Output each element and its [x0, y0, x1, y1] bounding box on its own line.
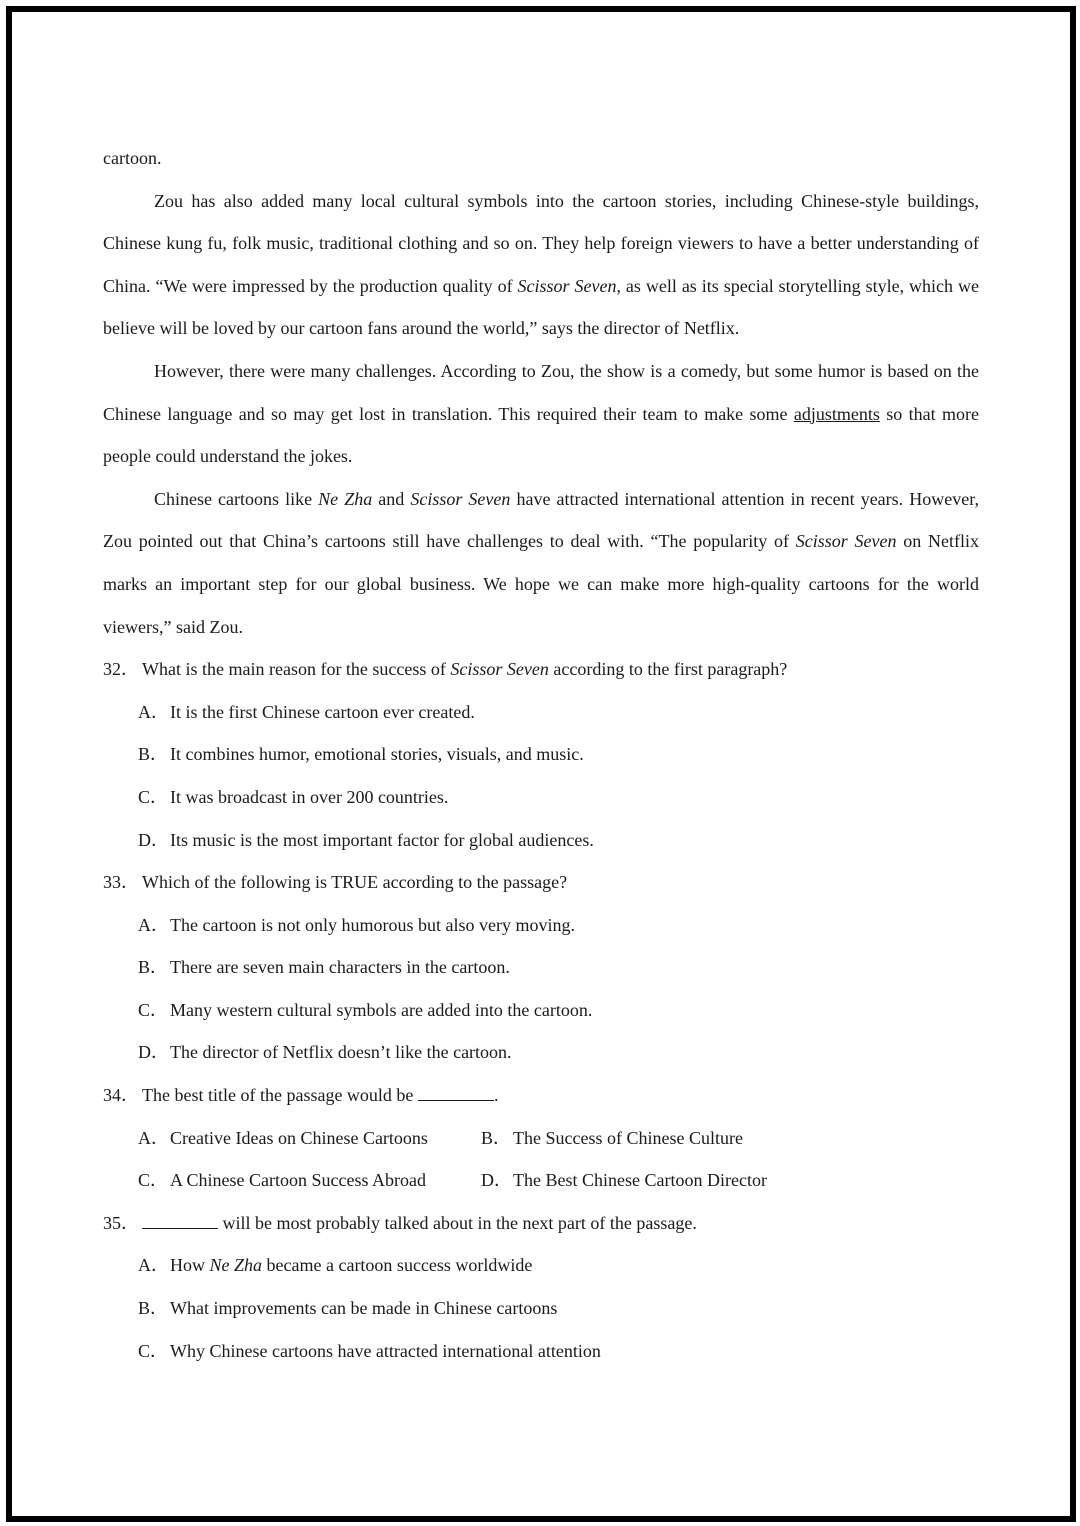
title-scissor-seven: Scissor Seven [410, 488, 511, 509]
answer-blank[interactable] [142, 1227, 218, 1229]
option-32a[interactable]: A．It is the first Chinese cartoon ever created. [138, 701, 475, 722]
option-34c[interactable]: C． A Chinese Cartoon Success Abroad [138, 1170, 426, 1191]
question-35: 35． will be most probably talked about in the next part of the passage. [103, 1202, 979, 1245]
option-34b[interactable]: B． The Success of Chinese Culture [481, 1127, 743, 1148]
options-row-34-cd [103, 1159, 979, 1202]
title-scissor-seven: Scissor Seven [450, 659, 549, 680]
question-number: 35． [103, 1212, 139, 1233]
question-34: 34． The best title of the passage would be . [103, 1074, 979, 1117]
option-35a[interactable]: A．How Ne Zha became a cartoon success worldwide [138, 1255, 533, 1276]
title-scissor-seven: Scissor Seven [517, 275, 617, 296]
title-scissor-seven: Scissor Seven [795, 531, 897, 552]
option-33b[interactable]: B． There are seven main characters in the cartoon. [138, 957, 510, 978]
document-body [103, 137, 979, 1372]
option-35c[interactable]: C． Why Chinese cartoons have attracted international attention [138, 1340, 601, 1361]
question-number: 34． [103, 1085, 139, 1106]
paragraph-fragment: cartoon. [103, 148, 162, 168]
question-number: 32． [103, 659, 139, 680]
option-34d[interactable]: D．The Best Chinese Cartoon Director [481, 1170, 767, 1191]
underlined-word: adjustments [793, 403, 880, 424]
option-33a[interactable]: A．The cartoon is not only humorous but also very moving. [138, 914, 575, 935]
paragraph-challenges: However, there were many challenges. According to Zou, the show is a comedy, but some humor is based on the Chinese language and so may get lost in translation. This required their team to make some adjustments so that more people could understand the jokes. [103, 360, 979, 467]
question-32: 32． What is the main reason for the success of Scissor Seven according to the first paragraph? [103, 648, 979, 691]
paragraph-cultural-symbols: Zou has also added many local cultural symbols into the cartoon stories, including Chinese-style buildings, Chinese kung fu, folk music, traditional clothing and so on. They help foreign viewers to have a better understanding of China. “We were impressed by the production quality of Scissor Seven, as well as its special storytelling style, which we believe will be loved by our cartoon fans around the world,” says the director of Netflix. [103, 190, 979, 339]
paragraph-international-attention: Chinese cartoons like Ne Zha and Scissor Seven have attracted international attention in recent years. However, Zou pointed out that China’s cartoons still have challenges to deal with. “The popularity of Scissor Seven on Netflix marks an important step for our global business. We hope we can make more high-quality cartoons for the world viewers,” said Zou. [103, 488, 979, 637]
option-34a[interactable]: A．Creative Ideas on Chinese Cartoons [138, 1127, 428, 1148]
options-row-34-ab [103, 1117, 979, 1160]
option-32b[interactable]: B． It combines humor, emotional stories, visuals, and music. [138, 744, 584, 765]
option-33c[interactable]: C． Many western cultural symbols are added into the cartoon. [138, 999, 593, 1020]
question-33: 33． Which of the following is TRUE according to the passage? [103, 861, 979, 904]
title-ne-zha: Ne Zha [209, 1255, 263, 1276]
option-33d[interactable]: D．The director of Netflix doesn’t like the cartoon. [138, 1042, 512, 1063]
question-number: 33． [103, 872, 139, 893]
option-35b[interactable]: B． What improvements can be made in Chinese cartoons [138, 1298, 558, 1319]
option-32c[interactable]: C． It was broadcast in over 200 countries. [138, 786, 449, 807]
answer-blank[interactable] [418, 1099, 494, 1101]
title-ne-zha: Ne Zha [318, 488, 373, 509]
option-32d[interactable]: D．Its music is the most important factor for global audiences. [138, 829, 594, 850]
